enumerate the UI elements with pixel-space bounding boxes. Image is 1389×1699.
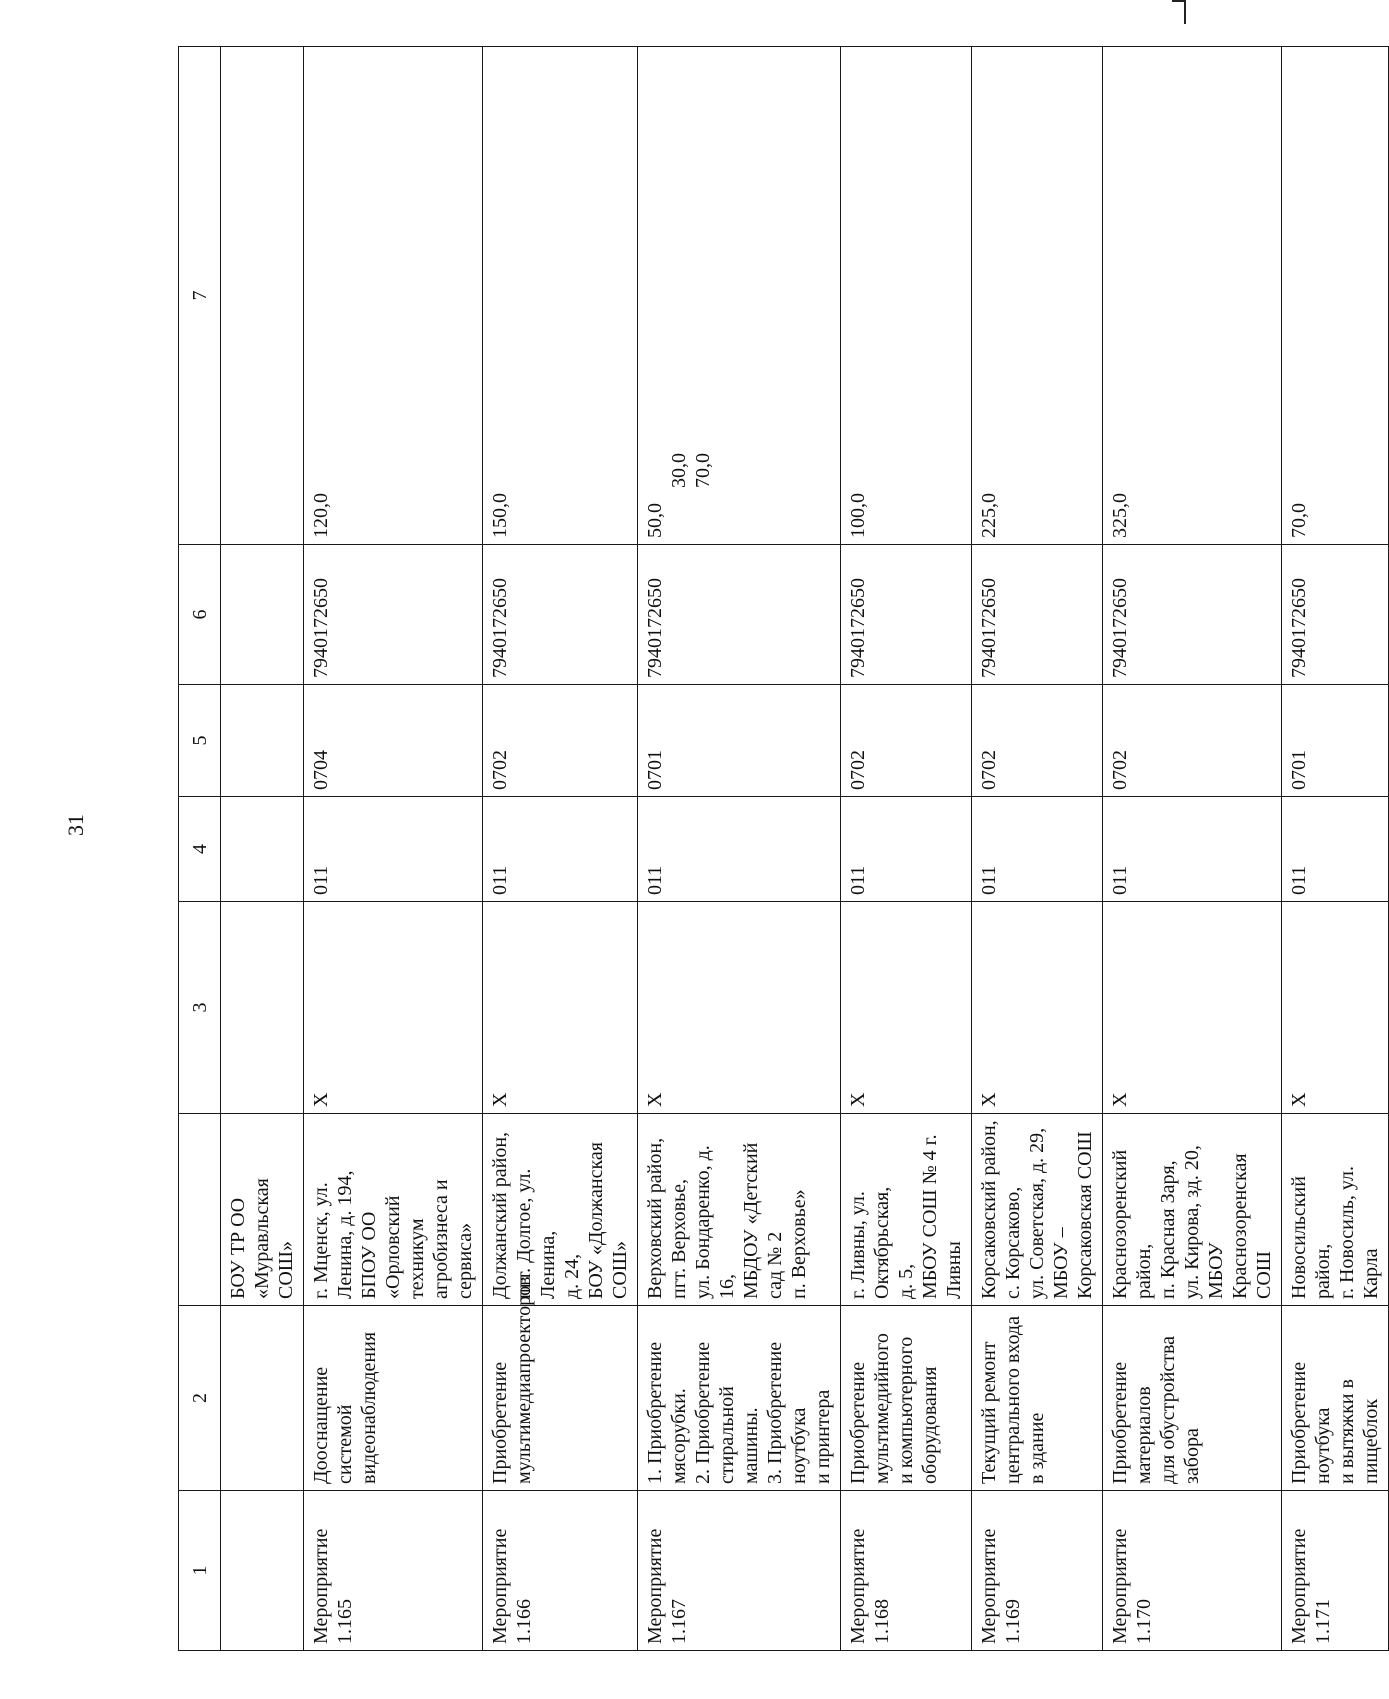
measure-id-cell: Мероприятие 1.170 [1103,1491,1282,1651]
target-article-cell [221,545,304,685]
cell-line: Краснозоренский район, [1109,1149,1155,1299]
cell-line: 70,0 [1288,503,1310,538]
header-row [179,47,221,1651]
col3-cell: Х [972,902,1103,1114]
cell-line: 120,0 [310,493,332,538]
cell-line: Приобретение материалов [1109,1361,1155,1484]
address-cell [841,1114,972,1306]
cell-line: пгт. Долгое, ул. Ленина, [513,1168,559,1299]
cell-line: стиральной машины. [716,1386,762,1484]
cell-line: БОУ ТР ОО «Муравльская [227,1178,273,1299]
amount-cell [972,47,1103,545]
cell-line: Новосильский район, [1288,1176,1334,1299]
code-cell [221,797,304,902]
table-body [221,47,1389,1651]
target-article-cell: 7940172650 [638,545,841,685]
code-cell: 011 [1103,797,1282,902]
cell-line: 150,0 [489,493,511,538]
cell-line: пгт. Верховье, [668,1178,690,1299]
amount-cell [304,47,483,545]
table-row [638,47,841,1651]
cell-line: ул. Кирова, зд. 20, [1181,1145,1203,1299]
measure-description-cell [304,1306,483,1491]
col3-cell: Х [483,902,638,1114]
cell-line: Должанский район, [489,1131,511,1299]
cell-line: 225,0 [978,493,1000,538]
col3-cell: Х [638,902,841,1114]
cell-line: 70,0 [692,453,714,488]
cell-line: г. Новосиль, ул. Карла [1336,1166,1382,1299]
code-cell: 011 [304,797,483,902]
target-article-cell: 7940172650 [483,545,638,685]
measure-id-cell: Мероприятие 1.166 [483,1491,638,1651]
cell-line: МБОУ СОШ № 4 г. Ливны [919,1134,965,1299]
cell-line: 3. Приобретение ноутбука [764,1341,810,1484]
code-cell: 011 [483,797,638,902]
measure-description-cell [221,1306,304,1491]
cell-line: техникум агробизнеса и [406,1179,452,1299]
target-article-cell: 7940172650 [1282,545,1389,685]
cell-line: МБДОУ «Детский сад № 2 [740,1142,786,1299]
measure-id-cell: Мероприятие 1.167 [638,1491,841,1651]
target-article-cell: 7940172650 [304,545,483,685]
cell-line: ул. Бондаренко, д. 16, [692,1145,738,1299]
cell-line: и принтера [812,1389,834,1484]
measure-id-cell: Мероприятие 1.165 [304,1491,483,1651]
measure-id-cell [221,1491,304,1651]
cell-line: мультимедийного [871,1333,893,1484]
measure-description-cell [972,1306,1103,1491]
cell-line: 30,0 [668,453,690,488]
cell-line: 50,0 [644,503,666,538]
cell-line: Верховский район, [644,1137,666,1299]
address-cell [1282,1114,1389,1306]
cell-line: для обустройства забора [1157,1335,1203,1484]
cell-line: с. Корсаково, [1002,1186,1024,1299]
cell-line: Приобретение ноутбука [1288,1361,1334,1484]
target-article-cell: 7940172650 [1103,545,1282,685]
address-cell [972,1114,1103,1306]
cell-line: д. 24, [561,1253,583,1299]
cell-line: мультимедиапроекторов [513,1276,535,1484]
cell-line: 100,0 [847,493,869,538]
cell-line: и вытяжки в пищеблок [1336,1379,1382,1484]
cell-line: п. Красная Заря, [1157,1160,1179,1299]
cell-line: видеонаблюдения [358,1331,380,1484]
section-cell: 0702 [1103,685,1282,797]
cell-line: Текущий ремонт [978,1341,1000,1484]
amount-cell [841,47,972,545]
header-cell: 4 [179,797,221,902]
address-cell [221,1114,304,1306]
col3-cell: Х [304,902,483,1114]
address-cell [304,1114,483,1306]
table-row [221,47,304,1651]
cell-line: оборудования [919,1366,941,1484]
table-row [1282,47,1389,1651]
cell-line: МБОУ Краснозоренская [1205,1153,1251,1299]
amount-cell [483,47,638,545]
header-cell: 6 [179,545,221,685]
header-cell: 5 [179,685,221,797]
measure-id-cell: Мероприятие 1.169 [972,1491,1103,1651]
page-number: 31 [63,814,88,836]
code-cell: 011 [638,797,841,902]
corner-mark [1172,0,1186,24]
cell-line: Корсаковский район, [978,1120,1000,1299]
section-cell: 0704 [304,685,483,797]
col3-cell [221,902,304,1114]
cell-line: мясорубки. [668,1388,690,1484]
section-cell [221,685,304,797]
section-cell: 0701 [1282,685,1389,797]
amount-cell [1103,47,1282,545]
table-row [483,47,638,1651]
cell-line: сервиса» [454,1222,476,1299]
measure-description-cell [1103,1306,1282,1491]
amount-cell [1282,47,1389,545]
col3-cell: Х [841,902,972,1114]
cell-line: и компьютерного [895,1336,917,1484]
code-cell: 011 [841,797,972,902]
cell-line: Приобретение [847,1361,869,1484]
cell-line: ул. Советская, д. 29, [1026,1127,1048,1299]
section-cell: 0702 [483,685,638,797]
address-cell [1103,1114,1282,1306]
cell-line: г. Ливны, ул. Октябрьская, [847,1186,893,1299]
col3-cell: Х [1103,902,1282,1114]
measure-description-cell [638,1306,841,1491]
header-cell [179,1114,221,1306]
measure-description-cell [841,1306,972,1491]
measure-description-cell [1282,1306,1389,1491]
cell-line: Дооснащение системой [310,1366,356,1484]
measure-id-cell: Мероприятие 1.168 [841,1491,972,1651]
target-article-cell: 7940172650 [841,545,972,685]
table-row [972,47,1103,1651]
address-cell [483,1114,638,1306]
measures-table [178,46,1389,1651]
cell-line: п. Верховье» [788,1189,810,1299]
section-cell: 0701 [638,685,841,797]
cell-line: СОШ» [275,1241,297,1299]
amount-cell [638,47,841,545]
address-cell [638,1114,841,1306]
code-cell: 011 [972,797,1103,902]
col3-cell: Х [1282,902,1389,1114]
section-cell: 0702 [972,685,1103,797]
table-row [304,47,483,1651]
cell-line: МБОУ – Корсаковская СОШ [1050,1131,1096,1299]
code-cell: 011 [1282,797,1389,902]
header-cell: 3 [179,902,221,1114]
table-row [841,47,972,1651]
measure-id-cell: Мероприятие 1.171 [1282,1491,1389,1651]
cell-line: в здание [1026,1412,1048,1484]
table-row [1103,47,1282,1651]
header-cell: 1 [179,1491,221,1651]
target-article-cell: 7940172650 [972,545,1103,685]
amount-cell [221,47,304,545]
cell-line: Приобретение [489,1361,511,1484]
cell-line: г. Мценск, ул. Ленина, д. 194, [310,1170,356,1299]
section-cell: 0702 [841,685,972,797]
cell-line: д. 5, [895,1263,917,1299]
cell-line: СОШ [1253,1251,1275,1299]
cell-line: 1. Приобретение [644,1341,666,1484]
cell-line: 2. Приобретение [692,1341,714,1484]
header-cell: 7 [179,47,221,545]
cell-line: 325,0 [1109,493,1131,538]
cell-line: БОУ «Должанская СОШ» [585,1142,631,1299]
cell-line: центрального входа [1002,1316,1024,1484]
rotated-table-wrapper [178,46,1382,1651]
cell-line: БПОУ ОО «Орловский [358,1195,404,1299]
header-cell: 2 [179,1306,221,1491]
